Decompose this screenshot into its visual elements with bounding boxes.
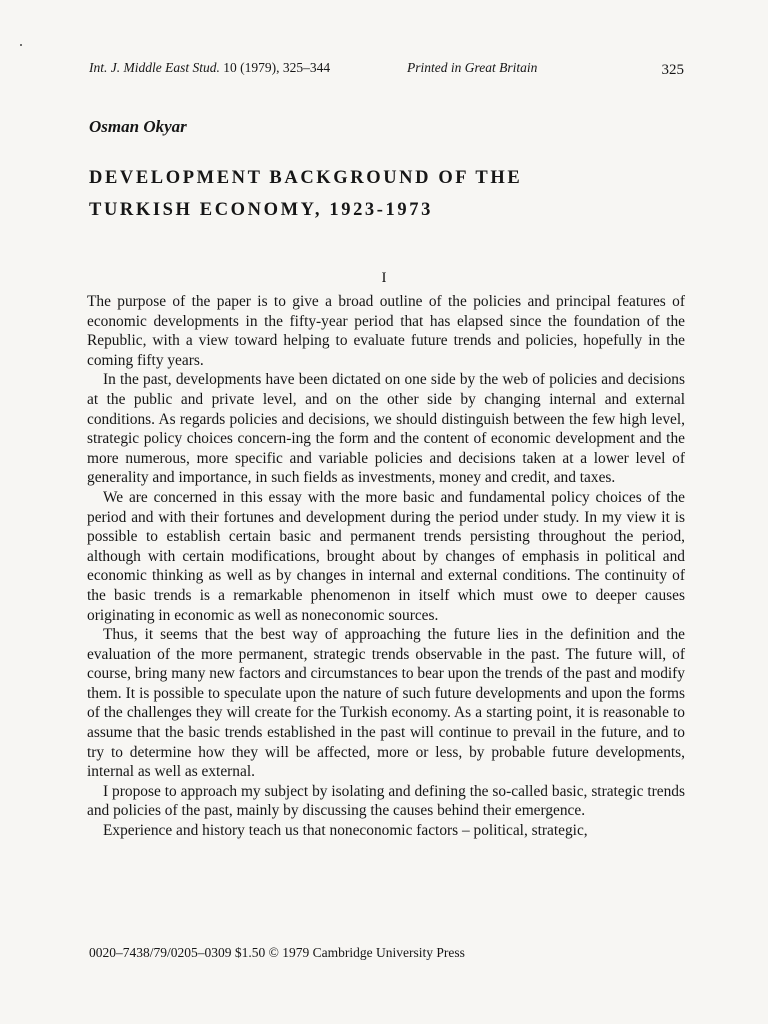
body-text [87,292,685,841]
journal-name: Int. J. Middle East Stud. [89,60,220,75]
printed-in: Printed in Great Britain [407,60,538,75]
page-number: 325 [661,62,684,78]
title-line-2: TURKISH ECONOMY, 1923-1973 [89,200,433,220]
paragraph-3: We are concerned in this essay with the more basic and fundamental policy choices of the period and with their fortunes and development during the period under study. In my view it is possible to establish certain basic and permanent trends persisting throughout the period, although with certain modifications, brought about by changes of emphasis in political and economic thinking as well as by changes in internal and external conditions. The continuity of the basic trends is a remarkable phenomenon in itself which must owe to deeper causes originating in economic as well as noneconomic sources. [87,488,685,624]
running-header [89,60,684,82]
paragraph-2: In the past, developments have been dictated on one side by the web of policies and decisions at the public and private level, and on the other side by changing internal and external conditions. As regards policies and decisions, we should distinguish between the few high level, strategic policy choices concern-ing the form and the content of economic development and the more numerous, more specific and variable policies and decisions taken at a lower level of generality and importance, in such fields as investments, money and credit, and taxes. [87,371,685,487]
section-numeral: I [381,270,387,286]
author-name: Osman Okyar [89,117,187,136]
paragraph-1: The purpose of the paper is to give a broad outline of the policies and principal features of economic developments in the fifty-year period that has elapsed since the foundation of the Republic, with a view toward helping to evaluate future trends and policies, hopefully in the coming fifty years. [87,293,685,369]
paragraph-6: Experience and history teach us that noneconomic factors – political, strategic, [103,822,588,840]
article-title [89,162,689,226]
copyright-footer: 0020–7438/79/0205–0309 $1.50 © 1979 Cambridge University Press [89,945,465,960]
paragraph-4: Thus, it seems that the best way of approaching the future lies in the definition and the evaluation of the more permanent, strategic trends observable in the past. The future will, of course, bring many new factors and circumstances to bear upon the trends of the past and modify them. It is possible to speculate upon the nature of such future developments and upon the forms of the challenges they will create for the Turkish economy. As a starting point, it is reasonable to assume that the basic trends established in the past will continue to prevail in the future, and to try to determine how they will be affected, more or less, by probable future developments, internal as well as external. [87,626,685,781]
journal-volume: 10 (1979), 325–344 [223,60,331,75]
scan-speck [20,44,22,46]
title-line-1: DEVELOPMENT BACKGROUND OF THE [89,168,523,188]
journal-citation [89,60,330,76]
paragraph-5: I propose to approach my subject by isolating and defining the so-called basic, strategic trends and policies of the past, mainly by discussing the causes behind their emergence. [87,782,685,820]
